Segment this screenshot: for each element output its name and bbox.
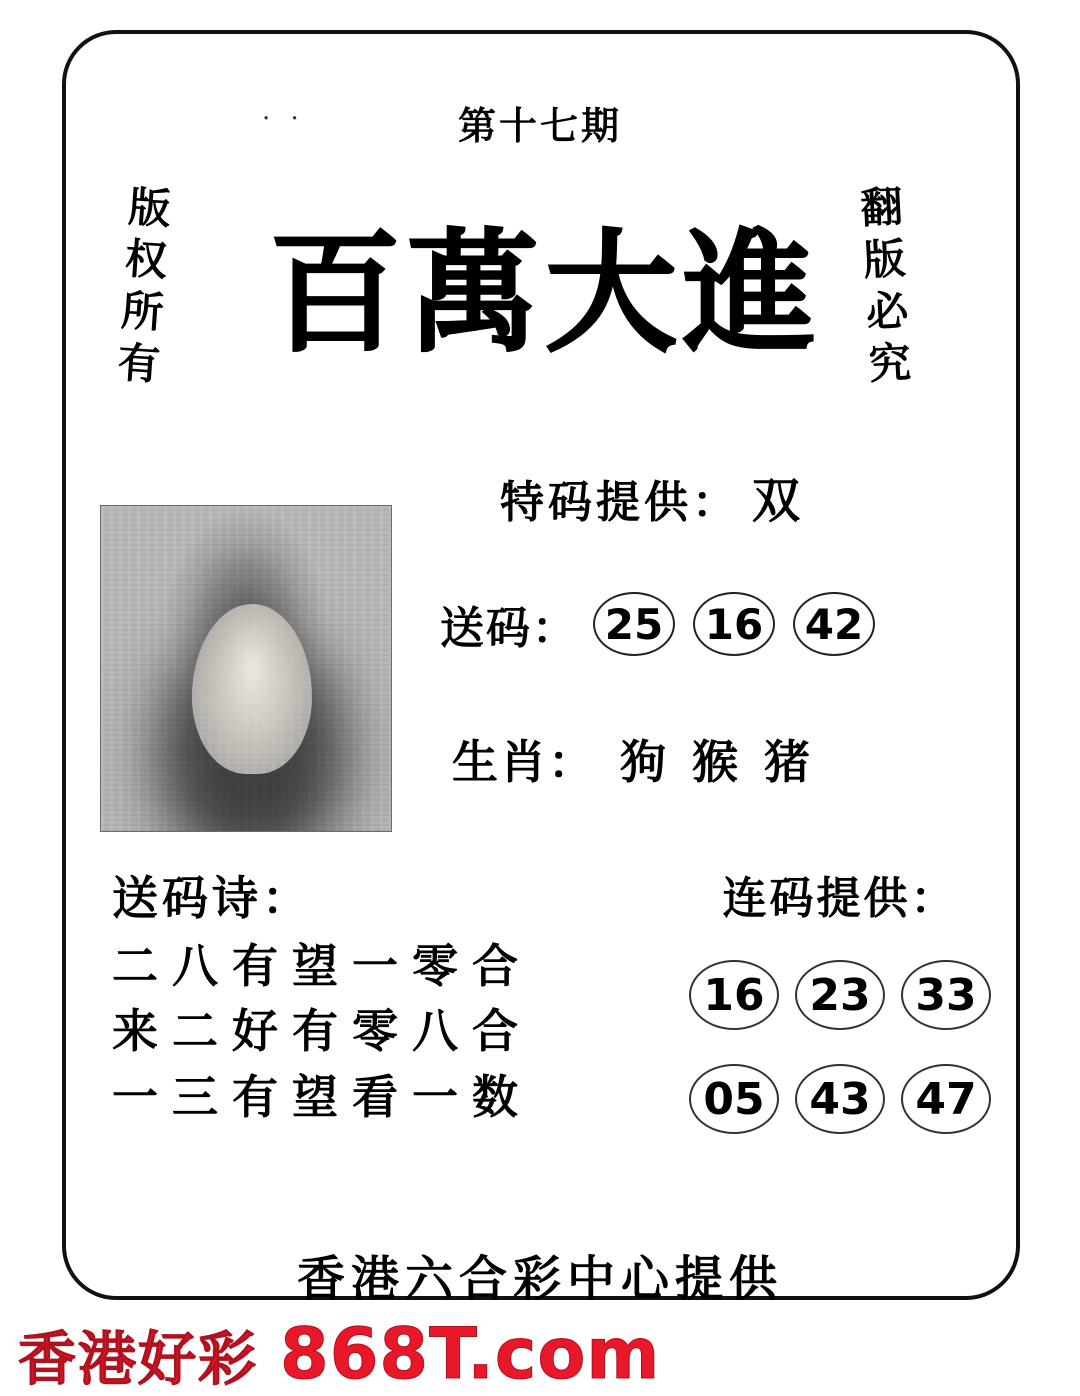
send-code-label: 送码：	[440, 603, 578, 654]
send-code-row	[440, 592, 884, 656]
issue-dots: · ·	[262, 104, 305, 134]
copyright-note: 版权所有	[109, 183, 174, 395]
issue-label: 第十七期	[457, 103, 622, 148]
poem-line: 来二好有零八合	[112, 1004, 532, 1059]
lianma-number: 47	[901, 1064, 991, 1134]
lianma-row	[640, 1064, 1040, 1134]
special-code-label: 特码提供：	[500, 477, 740, 528]
zodiac-label: 生肖：	[452, 735, 596, 789]
zodiac-item: 猪	[764, 735, 812, 789]
poem-line: 一三有望看一数	[112, 1069, 532, 1124]
piracy-warning-note: 翻版必究	[853, 183, 914, 395]
watermark-brand: 香港好彩	[18, 1325, 259, 1393]
zodiac-row	[452, 726, 812, 792]
special-code-line	[500, 462, 804, 531]
lianma-number: 23	[795, 960, 885, 1030]
poem-block	[112, 862, 582, 1130]
special-code-value: 双	[752, 473, 805, 529]
zodiac-item: 猴	[692, 735, 740, 789]
poem-title: 送码诗：	[112, 871, 312, 925]
poem-line: 二八有望一零合	[112, 939, 532, 993]
lianma-number: 33	[901, 960, 991, 1030]
send-code-number: 16	[693, 592, 775, 656]
lianma-number: 16	[689, 960, 779, 1030]
lianma-title: 连码提供：	[722, 873, 958, 924]
lianma-row	[640, 960, 1040, 1030]
lianma-number: 05	[689, 1064, 779, 1134]
lianma-block	[640, 862, 1040, 1134]
footer-credit: 香港六合彩中心提供	[296, 1251, 783, 1307]
lianma-number: 43	[795, 1064, 885, 1134]
send-code-number: 25	[593, 592, 675, 656]
send-code-number: 42	[793, 592, 875, 656]
zodiac-item: 狗	[620, 735, 668, 789]
watermark	[18, 1312, 660, 1396]
watermark-url: 868T.com	[280, 1313, 661, 1395]
page-title: 百萬大進	[269, 216, 821, 371]
portrait-photo	[100, 505, 392, 832]
